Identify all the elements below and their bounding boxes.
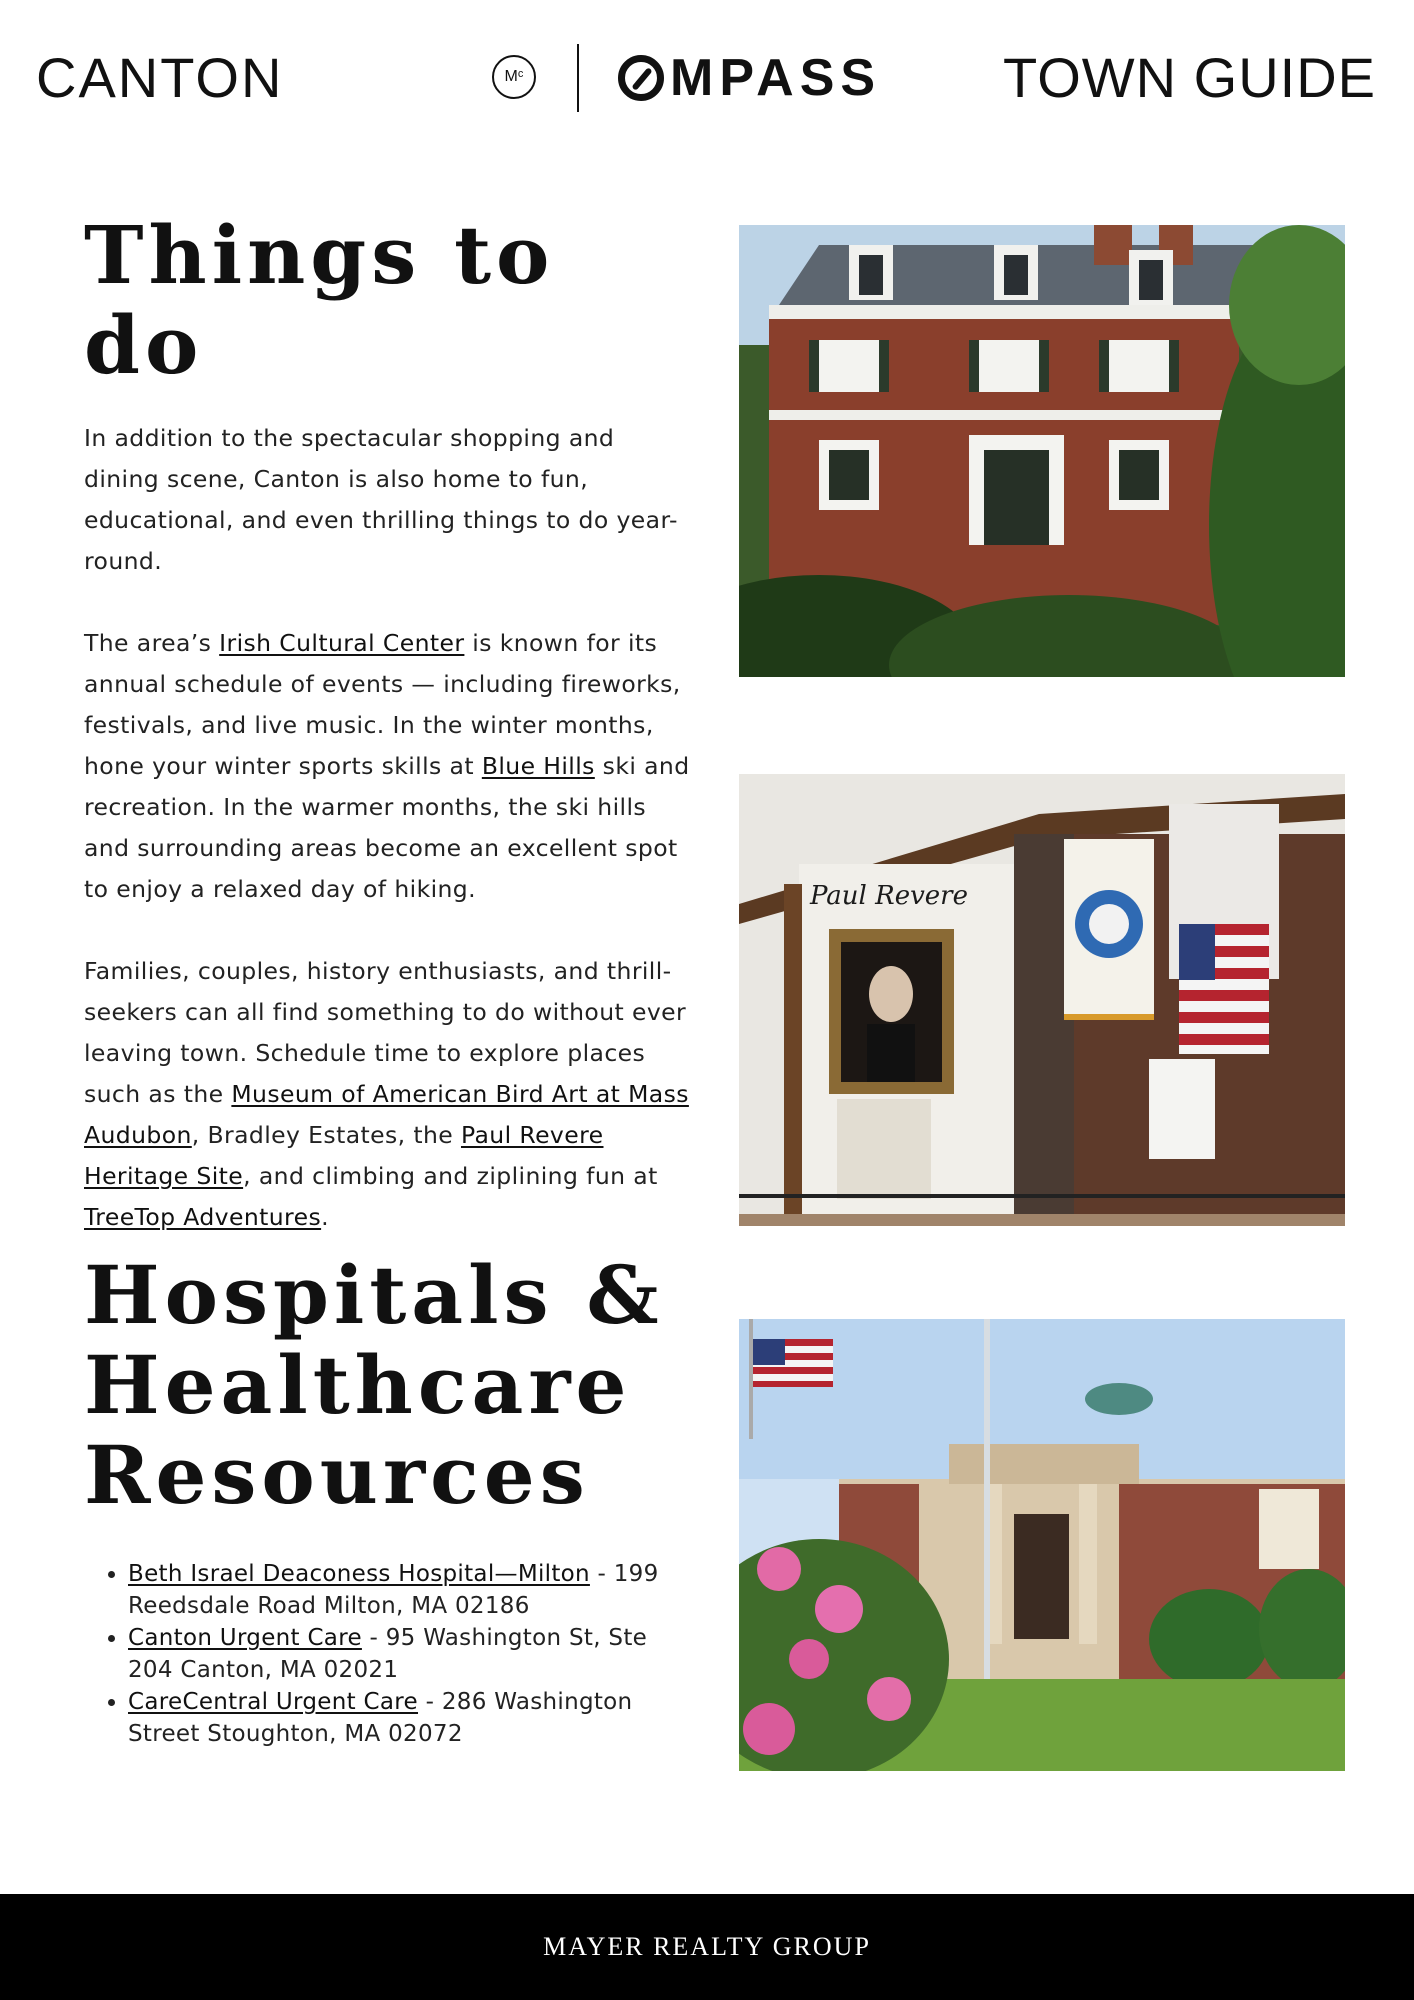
text-span: ski and recreation. In the warmer months, the ski hills and surrounding areas become an excellent spot to enjoy a relaxed day of hiking.	[84, 752, 690, 903]
paul-revere-script: Paul Revere	[809, 881, 969, 911]
treetop-adventures-link[interactable]: TreeTop Adventures	[84, 1203, 322, 1231]
beth-israel-link[interactable]: Beth Israel Deaconess Hospital—Milton	[128, 1561, 590, 1587]
brick-mansion-photo	[739, 225, 1345, 677]
compass-logo-text: MPASS	[670, 49, 882, 107]
town-name: CANTON	[36, 46, 284, 109]
irish-cultural-center-link[interactable]: Irish Cultural Center	[219, 629, 465, 657]
hospital-list	[84, 1558, 696, 1750]
paul-revere-interior-photo-icon	[739, 774, 1345, 1226]
things-places-paragraph	[84, 951, 696, 1238]
bird-art-museum-link[interactable]: Museum of American Bird Art at Mass Audubon	[84, 1080, 689, 1149]
heading-line: Hospitals &	[84, 1248, 664, 1342]
heading-line: Resources	[84, 1428, 590, 1522]
text-span: , and climbing and ziplining fun at	[243, 1162, 658, 1190]
things-intro-paragraph: In addition to the spectacular shopping and dining scene, Canton is also home to fun, educational, and even thrilling things to do year-round.	[84, 424, 678, 575]
list-item	[128, 1558, 696, 1622]
things-to-do-section	[84, 210, 696, 1279]
stone-building-photo-icon	[739, 1319, 1345, 1771]
hospitals-heading	[84, 1250, 696, 1520]
text-span: Families, couples, history enthusiasts, and thrill-seekers can all find something to do without ever leaving town. Schedule time to explore places such as the	[84, 957, 687, 1108]
stone-building-photo	[739, 1319, 1345, 1771]
paul-revere-interior-photo	[739, 774, 1345, 1226]
mayer-monogram-logo: Mᶜ	[492, 55, 536, 99]
text-span: is known for its annual schedule of events — including fireworks, festivals, and live music. In the winter months, hone your winter sports skills at	[84, 629, 681, 780]
paul-revere-heritage-link[interactable]: Paul Revere Heritage Site	[84, 1121, 604, 1190]
things-to-do-heading: Things to do	[84, 208, 555, 392]
hospital-address: - 199 Reedsdale Road Milton, MA 02186	[128, 1561, 659, 1619]
town-guide-label: TOWN GUIDE	[1003, 46, 1376, 109]
blue-hills-link[interactable]: Blue Hills	[481, 752, 595, 780]
carecentral-urgent-care-link[interactable]: CareCentral Urgent Care	[128, 1689, 419, 1715]
text-span: , Bradley Estates, the	[191, 1121, 461, 1149]
brick-mansion-photo-icon	[739, 225, 1345, 677]
heading-line: Healthcare	[84, 1338, 632, 1432]
footer-brand-label: MAYER REALTY GROUP	[543, 1932, 871, 1961]
canton-urgent-care-link[interactable]: Canton Urgent Care	[128, 1625, 362, 1651]
hospitals-section	[84, 1250, 696, 1750]
compass-o-icon	[618, 55, 664, 101]
hospital-address: - 286 Washington Street Stoughton, MA 02072	[128, 1689, 633, 1747]
list-item	[128, 1622, 696, 1686]
list-item	[128, 1686, 696, 1750]
compass-logo	[618, 48, 881, 108]
page-header	[0, 0, 1414, 150]
text-span: The area’s	[84, 629, 220, 657]
text-span: .	[321, 1203, 329, 1231]
logo-divider	[577, 44, 579, 112]
hospital-address: - 95 Washington St, Ste 204 Canton, MA 02021	[128, 1625, 648, 1683]
things-events-paragraph	[84, 623, 696, 910]
page-footer	[0, 1894, 1414, 2000]
